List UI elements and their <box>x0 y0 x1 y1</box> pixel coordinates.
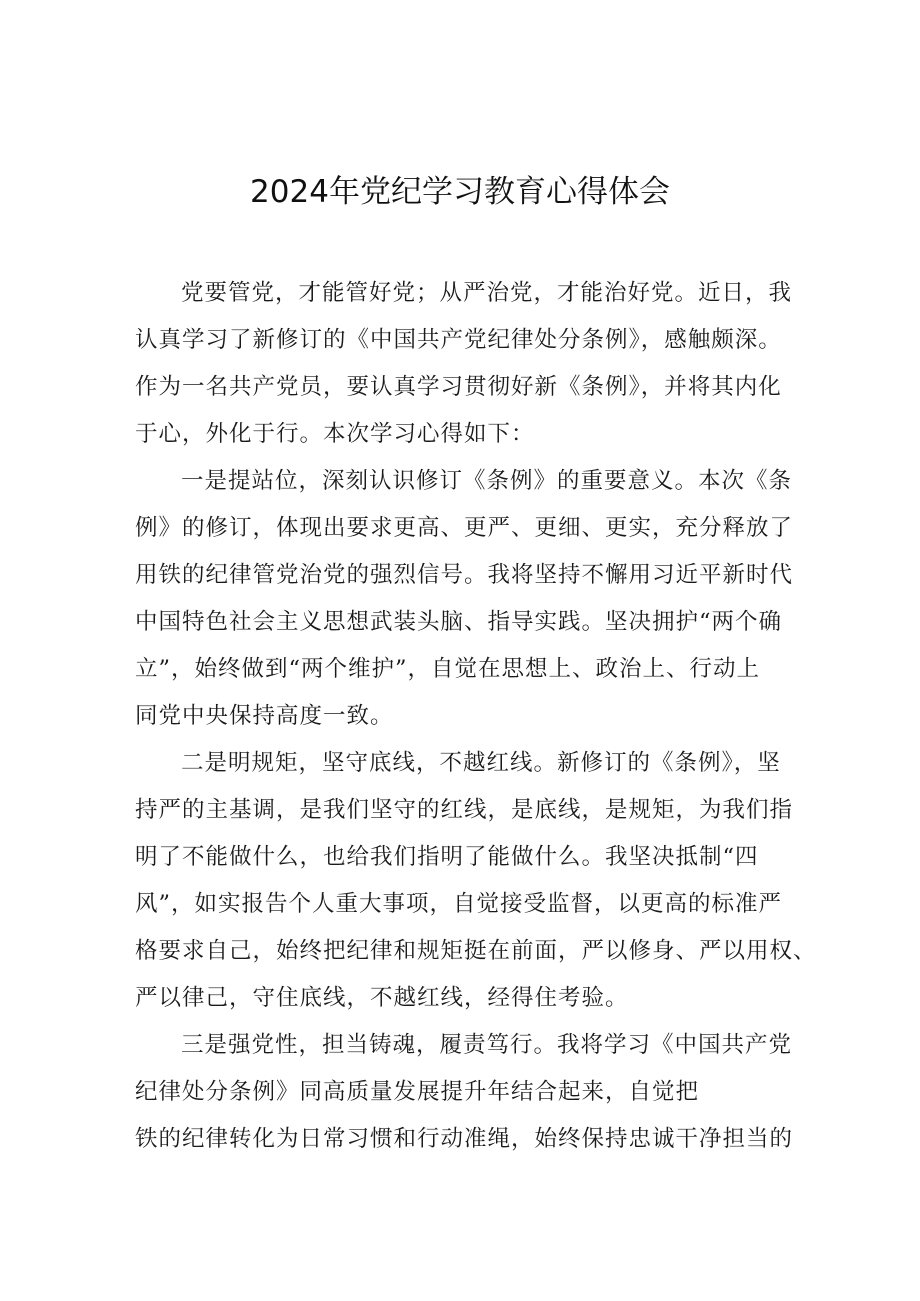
paragraph-line: 一是提站位，深刻认识修订《条例》的重要意义。本次《条 <box>181 468 793 494</box>
paragraph-line: 例》的修订，体现出要求更高、更严、更细、更实，充分释放了 <box>135 515 794 541</box>
paragraph-line: 二是明规矩，坚守底线，不越红线。新修订的《条例》，坚 <box>181 750 781 776</box>
paragraph-line: 作为一名共产党员，要认真学习贯彻好新《条例》，并将其内化 <box>135 374 782 400</box>
paragraph-line: 严以律己，守住底线，不越红线，经得住考验。 <box>135 985 629 1011</box>
document-title: 2024年党纪学习教育心得体会 <box>250 174 670 210</box>
paragraph-line: 纪律处分条例》同高质量发展提升年结合起来，自觉把 <box>135 1079 700 1105</box>
paragraph-line: 于心，外化于行。本次学习心得如下： <box>135 421 535 447</box>
paragraph-line: 党要管党，才能管好党；从严治党，才能治好党。近日，我 <box>181 280 793 306</box>
paragraph-line: 立”，始终做到“两个维护”，自觉在思想上、政治上、行动上 <box>135 656 761 682</box>
paragraph-line: 持严的主基调，是我们坚守的红线，是底线，是规矩，为我们指 <box>135 797 794 823</box>
paragraph-line: 认真学习了新修订的《中国共产党纪律处分条例》，感触颇深。 <box>135 327 782 353</box>
paragraph-line: 铁的纪律转化为日常习惯和行动准绳，始终保持忠诚干净担当的 <box>135 1126 794 1152</box>
paragraph-line: 格要求自己，始终把纪律和规矩挺在前面，严以修身、严以用权、 <box>135 938 817 964</box>
paragraph-line: 明了不能做什么，也给我们指明了能做什么。我坚决抵制“四 <box>135 844 759 870</box>
paragraph-line: 同党中央保持高度一致。 <box>135 703 394 729</box>
document-body <box>135 270 817 1163</box>
paragraph-line: 用铁的纪律管党治党的强烈信号。我将坚持不懈用习近平新时代 <box>135 562 794 588</box>
paragraph-line: 中国特色社会主义思想武装头脑、指导实践。坚决拥护“两个确 <box>135 609 783 635</box>
paragraph-line: 三是强党性，担当铸魂，履责笃行。我将学习《中国共产党 <box>181 1032 793 1058</box>
paragraph-line: 风”，如实报告个人重大事项，自觉接受监督，以更高的标准严 <box>135 891 783 917</box>
